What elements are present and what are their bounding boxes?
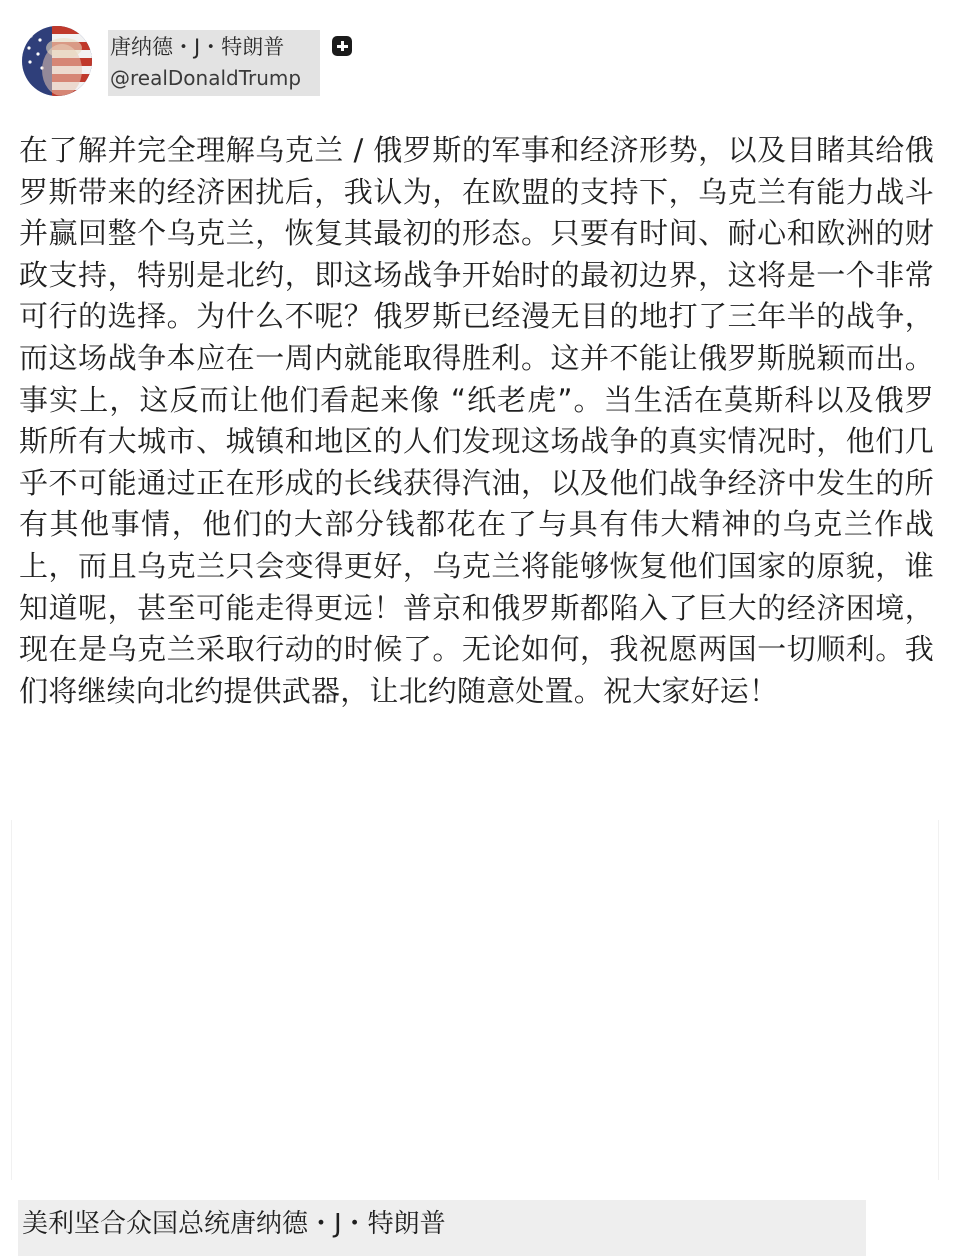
footer-signature-bar [18,1200,866,1256]
avatar[interactable] [22,26,92,96]
divider-right [938,820,939,1180]
post-body-text: 在了解并完全理解乌克兰 / 俄罗斯的军事和经济形势，以及目睹其给俄罗斯带来的经济困扰后，我认为，在欧盟的支持下，乌克兰有能力战斗并赢回整个乌克兰，恢复其最初的形态。只要有时间、耐心和欧洲的财政支持，特别是北约，即这场战争开始时的最初边界，这将是一个非常可行的选择。为什么不呢？俄罗斯已经漫无目的地打了三年半的战争，而这场战争本应在一周内就能取得胜利。这并不能让俄罗斯脱颖而出。事实上，这反而让他们看起来像 “纸老虎”。当生活在莫斯科以及俄罗斯所有大城市、城镇和地区的人们发现这场战争的真实情况时，他们几乎不可能通过正在形成的长线获得汽油，以及他们战争经济中发生的所有其他事情，他们的大部分钱都花在了与具有伟大精神的乌克兰作战上，而且乌克兰只会变得更好，乌克兰将能够恢复他们国家的原貌，谁知道呢，甚至可能走得更远！普京和俄罗斯都陷入了巨大的经济困境，现在是乌克兰采取行动的时候了。无论如何，我祝愿两国一切顺利。我们将继续向北约提供武器，让北约随意处置。祝大家好运！ [19,133,934,708]
display-name[interactable]: 唐纳德・J・特朗普 [110,35,285,59]
flag-portrait-avatar-icon [22,26,92,96]
divider-left [11,820,12,1180]
post-header [22,26,442,98]
handle[interactable]: @realDonaldTrump [110,66,302,90]
verified-plus-icon [332,36,352,56]
author-block[interactable] [108,30,320,96]
signature-text: 美利坚合众国总统唐纳德・J・特朗普 [22,1209,446,1239]
